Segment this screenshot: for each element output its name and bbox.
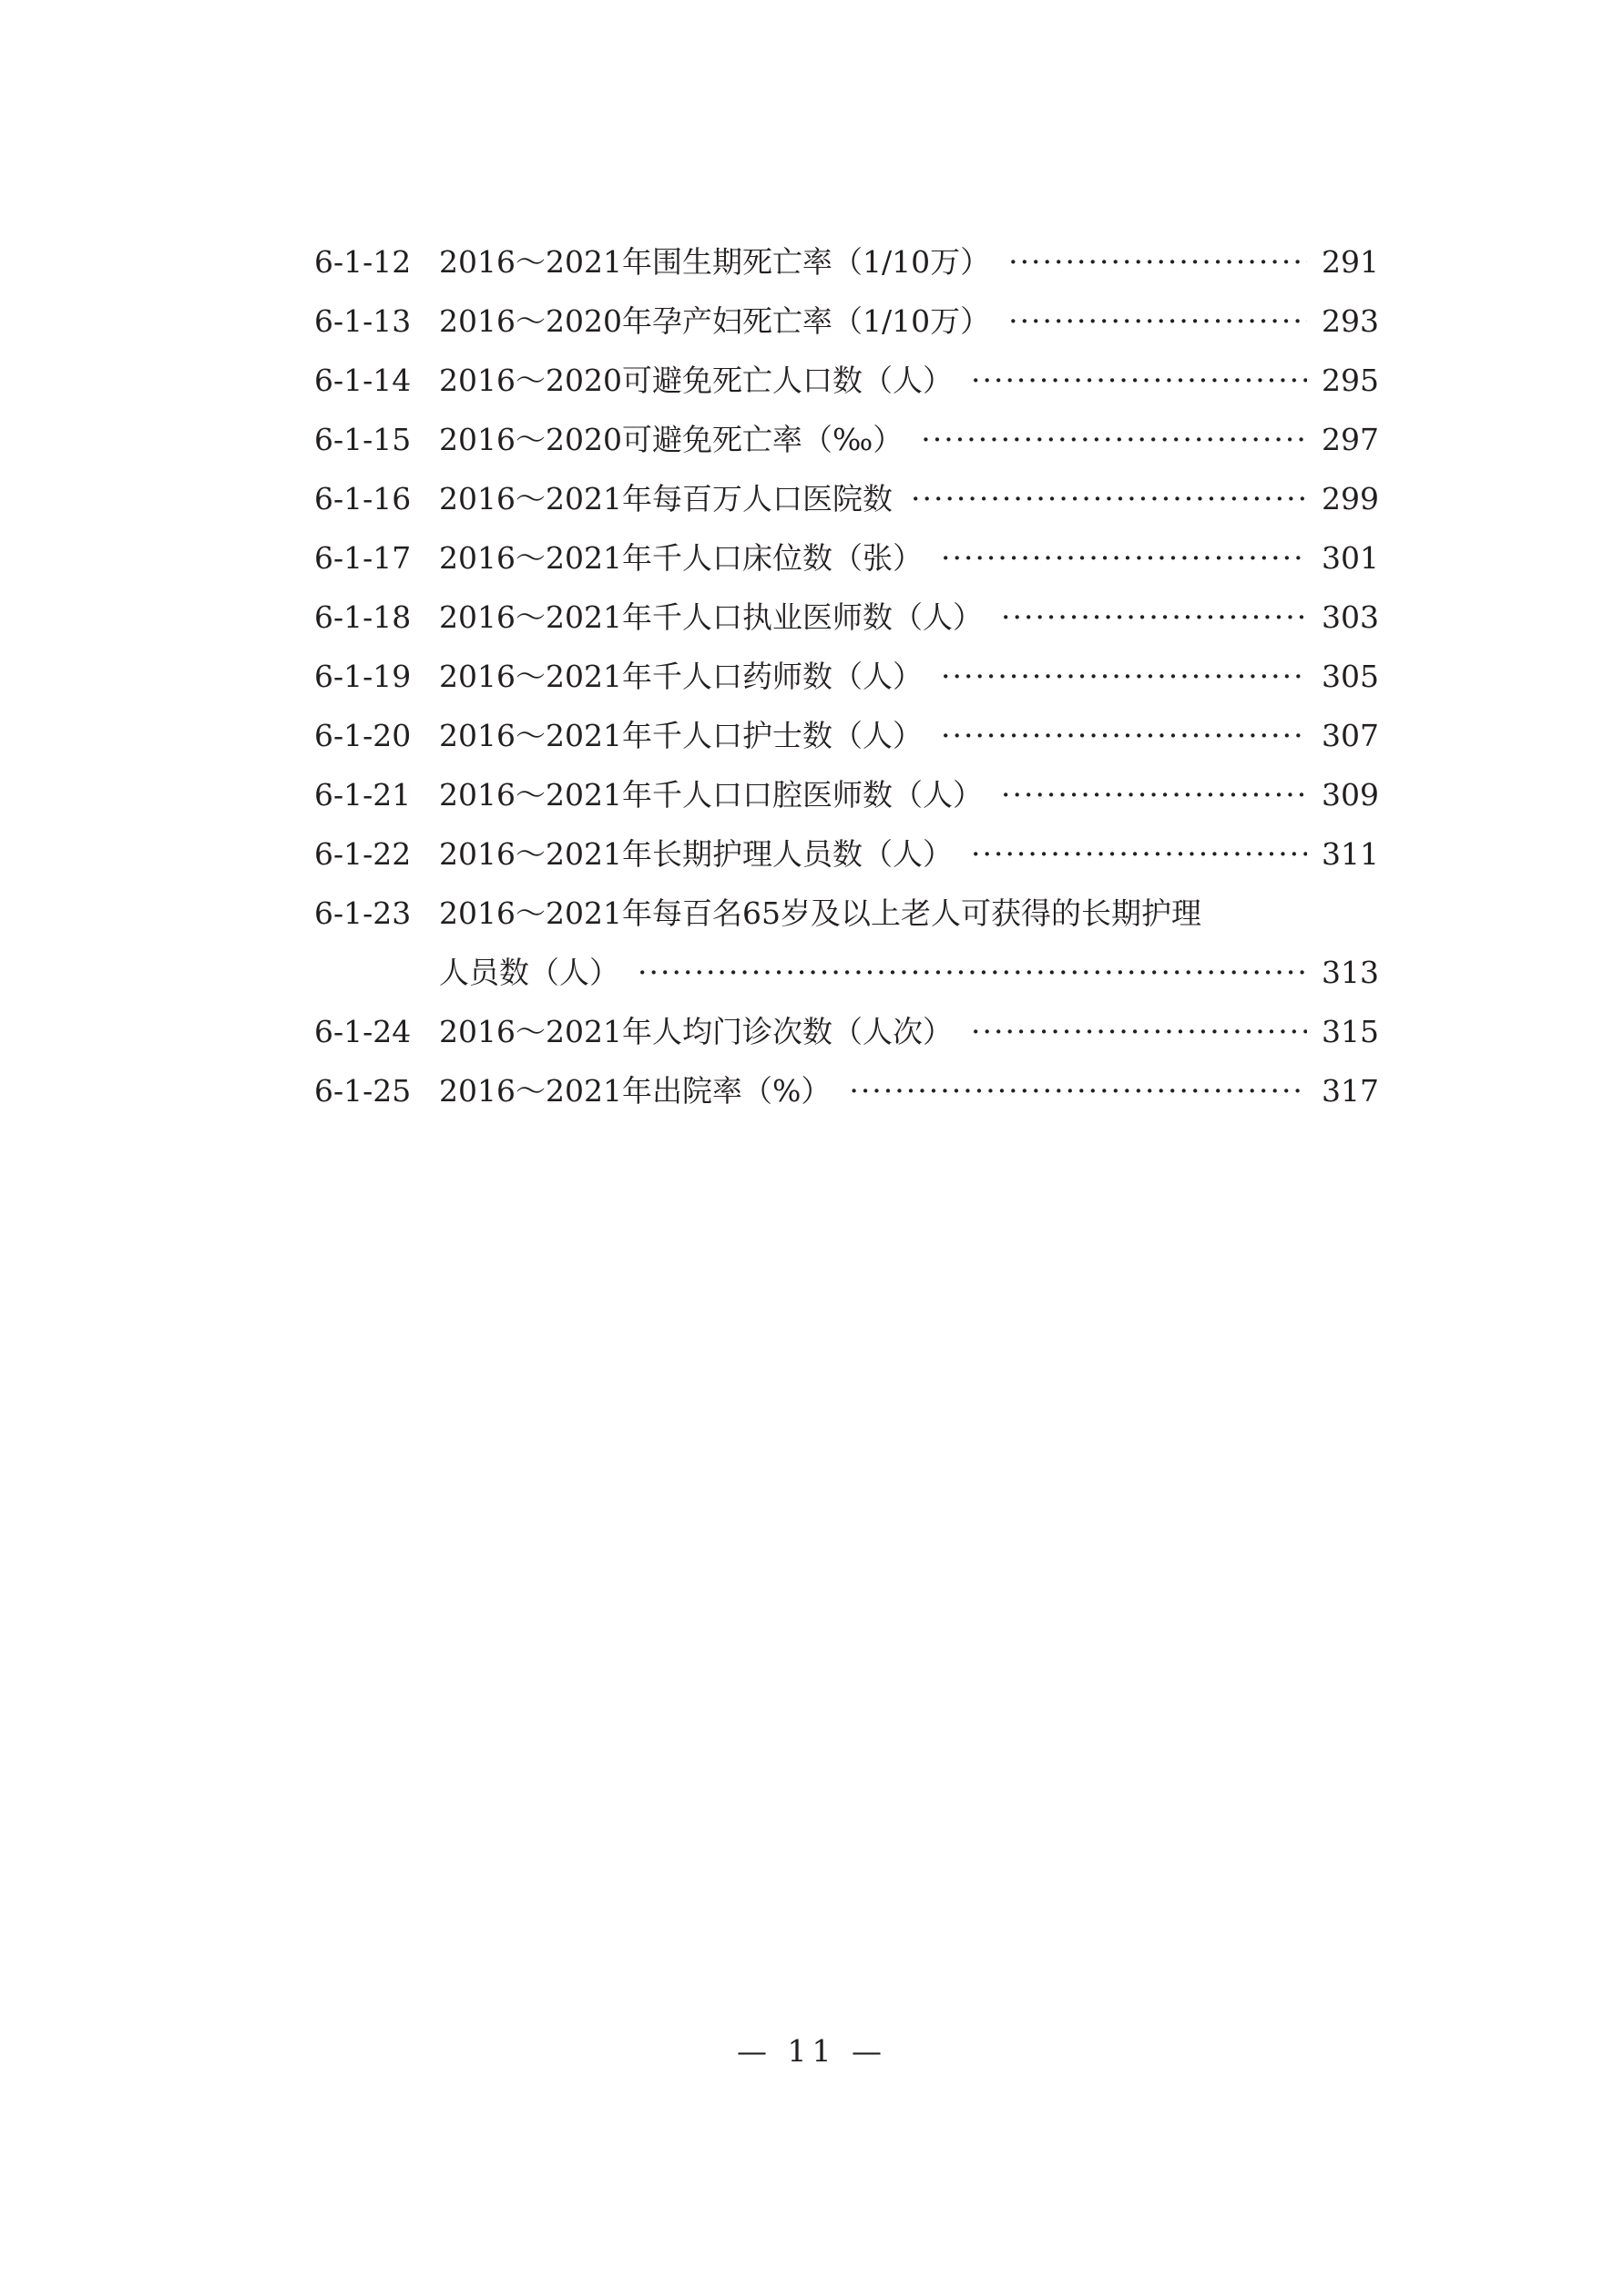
dot-leader (971, 824, 1307, 884)
entry-title: 2016～2021年千人口床位数（张） (439, 540, 923, 576)
entry-number: 6-1-12 (314, 244, 412, 280)
page-number-footer: — 11 — (737, 2033, 887, 2069)
toc-entry[interactable] (314, 351, 1379, 410)
entry-title: 2016～2020可避免死亡人口数（人） (439, 363, 953, 398)
dot-leader (849, 1061, 1307, 1120)
dot-leader (941, 647, 1307, 706)
dot-leader (941, 528, 1307, 588)
entry-title: 2016～2020年孕产妇死亡率（1/10万） (439, 303, 991, 339)
toc-entry[interactable] (314, 291, 1379, 351)
entry-number: 6-1-17 (314, 540, 412, 576)
entry-page: 299 (1322, 481, 1379, 516)
entry-title: 2016～2021年每百万人口医院数 (439, 481, 893, 516)
dot-leader (921, 410, 1307, 469)
toc-entry[interactable] (314, 410, 1379, 469)
entry-number: 6-1-13 (314, 303, 412, 339)
table-of-contents (314, 232, 1379, 1120)
entry-page: 307 (1322, 718, 1379, 753)
entry-number: 6-1-23 (314, 895, 412, 931)
entry-title: 2016～2021年千人口护士数（人） (439, 718, 923, 753)
entry-number: 6-1-19 (314, 659, 412, 694)
entry-title-continued: 人员数（人） (439, 955, 619, 990)
entry-title: 2016～2021年人均门诊次数（人次） (439, 1014, 953, 1049)
entry-number: 6-1-16 (314, 481, 412, 516)
entry-number: 6-1-14 (314, 363, 412, 398)
dot-leader (911, 469, 1307, 528)
entry-number: 6-1-20 (314, 718, 412, 753)
entry-title: 2016～2021年千人口口腔医师数（人） (439, 777, 983, 813)
entry-page: 315 (1322, 1014, 1379, 1049)
entry-page: 311 (1322, 836, 1379, 872)
entry-page: 295 (1322, 363, 1379, 398)
entry-number: 6-1-25 (314, 1073, 412, 1109)
dot-leader (1008, 232, 1307, 291)
toc-entry[interactable] (314, 528, 1379, 588)
entry-page: 309 (1322, 777, 1379, 813)
entry-title: 2016～2021年出院率（%） (439, 1073, 832, 1109)
toc-entry-continuation[interactable] (314, 943, 1379, 1002)
entry-page: 293 (1322, 303, 1379, 339)
entry-number: 6-1-24 (314, 1014, 412, 1049)
toc-entry[interactable] (314, 824, 1379, 884)
entry-page: 317 (1322, 1073, 1379, 1109)
toc-entry[interactable] (314, 1061, 1379, 1120)
entry-number: 6-1-15 (314, 422, 412, 457)
entry-title: 2016～2021年每百名65岁及以上老人可获得的长期护理 (439, 895, 1201, 931)
dot-leader (971, 351, 1307, 410)
toc-entry[interactable] (314, 765, 1379, 824)
dot-leader (971, 1002, 1307, 1061)
entry-title: 2016～2020可避免死亡率（‰） (439, 422, 904, 457)
dot-leader (1001, 765, 1307, 824)
entry-title: 2016～2021年长期护理人员数（人） (439, 836, 953, 872)
entry-number: 6-1-18 (314, 599, 412, 635)
toc-entry[interactable] (314, 1002, 1379, 1061)
toc-entry[interactable] (314, 884, 1371, 943)
entry-title: 2016～2021年千人口执业医师数（人） (439, 599, 983, 635)
toc-entry[interactable] (314, 588, 1379, 647)
toc-entry[interactable] (314, 647, 1379, 706)
entry-page: 305 (1322, 659, 1379, 694)
dot-leader (941, 706, 1307, 765)
entry-page: 297 (1322, 422, 1379, 457)
dot-leader (1001, 588, 1307, 647)
entry-page: 313 (1322, 955, 1379, 990)
toc-entry[interactable] (314, 232, 1379, 291)
toc-entry[interactable] (314, 469, 1379, 528)
entry-number: 6-1-22 (314, 836, 412, 872)
entry-page: 291 (1322, 244, 1379, 280)
entry-title: 2016～2021年千人口药师数（人） (439, 659, 923, 694)
entry-page: 301 (1322, 540, 1379, 576)
dot-leader (638, 943, 1307, 1002)
entry-page: 303 (1322, 599, 1379, 635)
toc-entry[interactable] (314, 706, 1379, 765)
entry-number: 6-1-21 (314, 777, 412, 813)
entry-title: 2016～2021年围生期死亡率（1/10万） (439, 244, 991, 280)
dot-leader (1008, 291, 1307, 351)
